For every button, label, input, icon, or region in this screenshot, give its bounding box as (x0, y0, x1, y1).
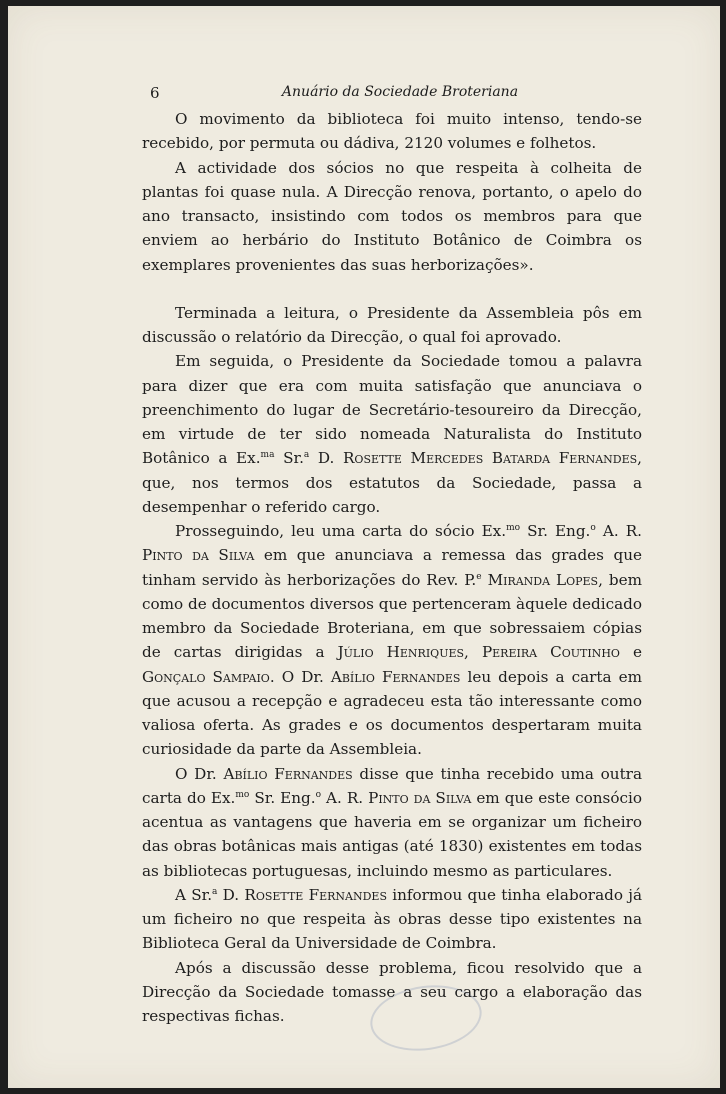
text-run: D. (309, 449, 343, 468)
superscript-abbreviation: o (315, 789, 321, 800)
text-run: , bem como de documentos diversos que pertenceram àquele dedicado membro da Sociedade Broteriana, em que sobressaiem cópias de cartas dirigidas a (142, 570, 643, 662)
body-text (142, 107, 642, 1028)
text-run: , que, nos termos dos estatutos da Sociedade, passa a desempenhar o referido cargo. (142, 449, 642, 516)
superscript-abbreviation: ma (260, 450, 275, 461)
text-run: Em seguida, o Presidente da Sociedade tomou a palavra para dizer que era com muita satisfação que anunciava o preenchimento do lugar de Secretário-tesoureiro da Direcção, em virtude de ter sido nomeada Naturalista do Instituto Botânico a Ex. (142, 352, 642, 468)
text-run: Prosseguindo, leu uma carta do sócio Ex. (175, 522, 507, 540)
text-run: . O Dr. (269, 667, 331, 686)
person-name: Abílio Fernandes (330, 667, 461, 686)
person-name: Rosette Mercedes Batarda Fernandes (343, 449, 638, 468)
paragraph-2 (142, 156, 642, 277)
text-run: A actividade dos sócios no que respeita à colheita de plantas foi quase nula. A Direcção renova, portanto, o apelo do ano transacto, insistindo com todos os membros para que enviem ao herbário do Instituto Botânico de Coimbra os exemplares provenientes das suas herborizações». (142, 158, 642, 274)
text-run: em que este consócio acentua as vantagens que haveria em se organizar um ficheiro das obras botânicas mais antigas (até 1830) existentes em todas as bibliotecas portuguesas, incluindo mesmo as particulares. (142, 788, 642, 880)
paragraph-8 (142, 956, 642, 1029)
text-run: Terminada a leitura, o Presidente da Assembleia pôs em discussão o relatório da Direcção, o qual foi aprovado. (142, 303, 642, 346)
text-run: D. (217, 885, 245, 904)
superscript-abbreviation: mo (506, 523, 521, 533)
text-run: e (619, 643, 642, 662)
paragraph-4 (142, 349, 642, 519)
person-name: Pinto da Silva (368, 788, 472, 807)
text-run: Sr. Eng. (520, 522, 591, 540)
paragraph-6 (142, 762, 642, 883)
text-run: Após a discussão desse problema, ficou resolvido que a Direcção da Sociedade tomasse a seu cargo a elaboração das respectivas fichas. (142, 958, 642, 1025)
text-run: em que anunciava a remessa das grades que tinham servido às herborizações do Rev. P. (142, 546, 642, 589)
person-name: Pinto da Silva (142, 546, 255, 565)
paragraph-1 (142, 107, 642, 156)
paragraph-3 (142, 301, 642, 350)
superscript-abbreviation: e (476, 571, 482, 582)
superscript-abbreviation: a (303, 450, 310, 461)
text-run: disse que tinha recebido uma outra carta do Ex. (142, 764, 642, 807)
text-run: A. R. (321, 788, 369, 807)
text-run: A. R. (595, 522, 642, 540)
text-run: Sr. (274, 449, 304, 468)
person-name: Gonçalo Sampaio (142, 667, 270, 686)
paragraph-5 (142, 519, 642, 762)
superscript-abbreviation: mo (235, 789, 250, 800)
text-run: , (464, 643, 482, 662)
text-run: Sr. Eng. (249, 788, 316, 807)
person-name: Júlio Henriques (337, 643, 465, 662)
person-name: Rosette Fernandes (244, 885, 387, 904)
text-run: leu depois a carta em que acusou a recepção e agradeceu esta tão interessante como valiosa oferta. As grades e os documentos despertaram muita curiosidade da parte da Assembleia. (142, 667, 642, 759)
superscript-abbreviation: o (590, 523, 596, 533)
text-run: A Sr. (175, 885, 213, 904)
page-number: 6 (150, 84, 160, 102)
page-header (150, 84, 650, 106)
person-name: Pereira Coutinho (481, 643, 620, 662)
paragraph-7 (142, 883, 642, 956)
text-run: O Dr. (175, 764, 224, 783)
person-name: Miranda Lopes (487, 570, 599, 589)
person-name: Abílio Fernandes (223, 764, 353, 783)
running-title: Anuário da Sociedade Broteriana (281, 84, 519, 100)
text-run: informou que tinha elaborado já um ficheiro no que respeita às obras desse tipo existentes na Biblioteca Geral da Universidade de Coimbra. (142, 885, 642, 953)
text-run: O movimento da biblioteca foi muito intenso, tendo-se recebido, por permuta ou dádiva, 2120 volumes e folhetos. (142, 110, 642, 153)
superscript-abbreviation: a (212, 886, 218, 897)
